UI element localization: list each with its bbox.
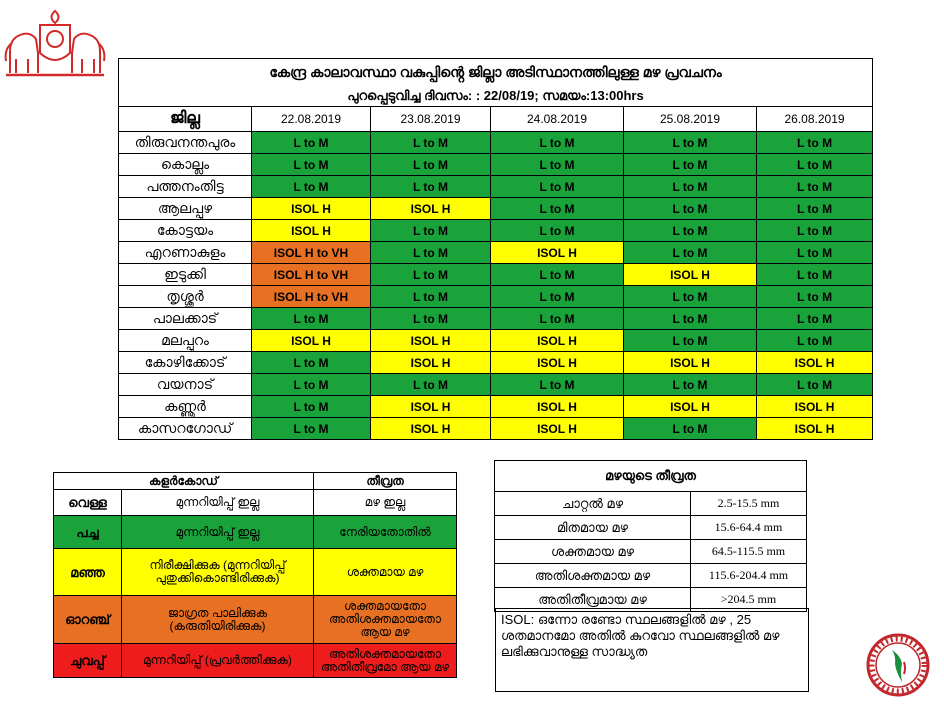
forecast-table <box>118 58 873 440</box>
forecast-title: കേന്ദ്ര കാലാവസ്ഥാ വകുപ്പിൻ്റെ ജില്ലാ അടിസ്ഥാനത്തിലുള്ള മഴ പ്രവചനം <box>119 59 873 86</box>
color-code-row <box>54 516 457 549</box>
district-row <box>119 242 873 264</box>
district-row <box>119 286 873 308</box>
forecast-cell: L to M <box>371 132 491 154</box>
forecast-cell: L to M <box>757 176 873 198</box>
district-row <box>119 220 873 242</box>
forecast-cell: ISOL H <box>371 352 491 374</box>
warning-text: മുന്നറിയിപ്പ് ഇല്ല <box>122 490 314 516</box>
forecast-cell: L to M <box>491 220 624 242</box>
forecast-cell: L to M <box>491 176 624 198</box>
forecast-cell: ISOL H <box>371 198 491 220</box>
forecast-cell: L to M <box>371 176 491 198</box>
date-column-header: 23.08.2019 <box>371 107 491 132</box>
forecast-cell: L to M <box>757 308 873 330</box>
intensity-text: മഴ ഇല്ല <box>314 490 457 516</box>
forecast-cell: L to M <box>624 154 757 176</box>
isol-note: ISOL: ഒന്നോ രണ്ടോ സ്ഥലങ്ങളിൽ മഴ , 25 ശതമാനമോ അതിൽ കുറവോ സ്ഥലങ്ങളിൽ മഴ ലഭിക്കുവാനുള്ള സാദ്ധ്യത <box>495 608 809 692</box>
intensity-text: അതിശക്തമായതോ അതിതീവ്രമോ ആയ മഴ <box>314 644 457 678</box>
district-name: മലപ്പുറം <box>119 330 252 352</box>
forecast-cell: L to M <box>757 242 873 264</box>
kerala-emblem-logo <box>2 3 108 79</box>
color-code-table <box>53 472 457 678</box>
warning-text: ജാഗ്രത പാലിക്കുക (കരുതിയിരിക്കുക) <box>122 596 314 644</box>
district-name: കോട്ടയം <box>119 220 252 242</box>
rain-intensity-title: മഴയുടെ തീവ്രത <box>495 461 807 492</box>
forecast-cell: ISOL H <box>252 220 371 242</box>
forecast-cell: L to M <box>491 198 624 220</box>
date-column-header: 22.08.2019 <box>252 107 371 132</box>
forecast-cell: L to M <box>491 264 624 286</box>
color-name: ചുവപ്പ് <box>54 644 122 678</box>
forecast-cell: L to M <box>252 418 371 440</box>
color-code-header-row <box>54 473 457 490</box>
intensity-text: നേരിയതോതിൽ <box>314 516 457 549</box>
date-column-header: 25.08.2019 <box>624 107 757 132</box>
forecast-cell: ISOL H to VH <box>252 242 371 264</box>
forecast-cell: L to M <box>491 374 624 396</box>
color-name: പച്ച <box>54 516 122 549</box>
rain-intensity-row <box>495 540 807 564</box>
rainfall-range: 115.6-204.4 mm <box>691 564 807 588</box>
forecast-cell: L to M <box>371 154 491 176</box>
forecast-cell: ISOL H <box>371 396 491 418</box>
forecast-cell: L to M <box>371 374 491 396</box>
forecast-cell: L to M <box>491 154 624 176</box>
intensity-text: ശക്തമായതോ അതിശക്തമായതോ ആയ മഴ <box>314 596 457 644</box>
forecast-cell: L to M <box>252 132 371 154</box>
forecast-cell: L to M <box>491 308 624 330</box>
forecast-cell: L to M <box>757 154 873 176</box>
district-name: കോഴിക്കോട് <box>119 352 252 374</box>
date-column-header: 26.08.2019 <box>757 107 873 132</box>
district-name: തിരുവനന്തപുരം <box>119 132 252 154</box>
warning-text: നിരീക്ഷിക്കുക (മുന്നറിയിപ്പ് പുതുക്കികൊണ്ടിരിക്കുക) <box>122 549 314 596</box>
forecast-cell: L to M <box>624 220 757 242</box>
forecast-cell: L to M <box>491 286 624 308</box>
district-row <box>119 198 873 220</box>
forecast-cell: L to M <box>624 374 757 396</box>
forecast-header-row <box>119 107 873 132</box>
forecast-cell: ISOL H <box>757 352 873 374</box>
forecast-cell: ISOL H <box>491 418 624 440</box>
district-row <box>119 132 873 154</box>
color-code-header: കളർകോഡ് <box>54 473 314 490</box>
color-name: വെള്ള <box>54 490 122 516</box>
district-row <box>119 418 873 440</box>
district-row <box>119 154 873 176</box>
color-name: ഓറഞ്ച് <box>54 596 122 644</box>
forecast-cell: L to M <box>757 374 873 396</box>
forecast-cell: L to M <box>252 176 371 198</box>
issued-time: പുറപ്പെടുവിച്ച ദിവസം: : 22/08/19; സമയം:13:00hrs <box>119 85 873 107</box>
district-name: വയനാട് <box>119 374 252 396</box>
district-row <box>119 176 873 198</box>
district-name: കാസറഗോഡ് <box>119 418 252 440</box>
color-code-row <box>54 596 457 644</box>
forecast-cell: ISOL H <box>491 396 624 418</box>
rain-category-label: മിതമായ മഴ <box>495 516 691 540</box>
forecast-cell: L to M <box>624 418 757 440</box>
warning-text: മുന്നറിയിപ്പ് (പ്രവർത്തിക്കുക) <box>122 644 314 678</box>
forecast-cell: ISOL H <box>371 418 491 440</box>
forecast-cell: L to M <box>624 176 757 198</box>
forecast-cell: ISOL H <box>491 352 624 374</box>
forecast-cell: L to M <box>757 330 873 352</box>
forecast-cell: L to M <box>757 220 873 242</box>
rainfall-range: 2.5-15.5 mm <box>691 492 807 516</box>
forecast-cell: L to M <box>757 264 873 286</box>
warning-text: മുന്നറിയിപ്പ് ഇല്ല <box>122 516 314 549</box>
rain-category-label: ശക്തമായ മഴ <box>495 540 691 564</box>
color-code-row <box>54 549 457 596</box>
forecast-cell: ISOL H to VH <box>252 286 371 308</box>
color-code-row <box>54 490 457 516</box>
forecast-cell: L to M <box>757 132 873 154</box>
rain-category-label: അതിതീവ്രമായ മഴ <box>495 588 691 612</box>
district-row <box>119 264 873 286</box>
district-column-header: ജില്ല <box>119 107 252 132</box>
forecast-cell: L to M <box>624 308 757 330</box>
district-name: പത്തനംതിട്ട <box>119 176 252 198</box>
forecast-cell: L to M <box>624 132 757 154</box>
forecast-cell: ISOL H <box>624 264 757 286</box>
forecast-cell: L to M <box>371 286 491 308</box>
forecast-cell: ISOL H <box>252 198 371 220</box>
forecast-cell: L to M <box>252 374 371 396</box>
forecast-cell: ISOL H <box>491 330 624 352</box>
color-name: മഞ്ഞ <box>54 549 122 596</box>
forecast-cell: L to M <box>371 242 491 264</box>
forecast-cell: ISOL H <box>491 242 624 264</box>
forecast-cell: L to M <box>491 132 624 154</box>
rainfall-range: >204.5 mm <box>691 588 807 612</box>
forecast-cell: L to M <box>371 308 491 330</box>
district-row <box>119 308 873 330</box>
forecast-cell: L to M <box>252 396 371 418</box>
intensity-text: ശക്തമായ മഴ <box>314 549 457 596</box>
forecast-cell: L to M <box>371 220 491 242</box>
forecast-cell: ISOL H <box>371 330 491 352</box>
forecast-cell: ISOL H <box>624 396 757 418</box>
date-column-header: 24.08.2019 <box>491 107 624 132</box>
district-row <box>119 330 873 352</box>
forecast-cell: ISOL H <box>757 396 873 418</box>
forecast-cell: L to M <box>757 198 873 220</box>
forecast-cell: L to M <box>252 154 371 176</box>
rain-category-label: അതിശക്തമായ മഴ <box>495 564 691 588</box>
disaster-management-logo <box>866 632 930 698</box>
district-row <box>119 374 873 396</box>
district-name: പാലക്കാട് <box>119 308 252 330</box>
district-name: ആലപ്പുഴ <box>119 198 252 220</box>
rain-intensity-table <box>494 460 807 612</box>
district-name: കണ്ണൂർ <box>119 396 252 418</box>
district-row <box>119 352 873 374</box>
forecast-cell: ISOL H <box>252 330 371 352</box>
district-name: എറണാകുളം <box>119 242 252 264</box>
forecast-cell: L to M <box>371 264 491 286</box>
forecast-cell: ISOL H to VH <box>252 264 371 286</box>
color-code-row <box>54 644 457 678</box>
district-row <box>119 396 873 418</box>
forecast-cell: L to M <box>252 308 371 330</box>
forecast-cell: L to M <box>624 198 757 220</box>
district-name: കൊല്ലം <box>119 154 252 176</box>
rainfall-range: 64.5-115.5 mm <box>691 540 807 564</box>
forecast-cell: L to M <box>624 330 757 352</box>
forecast-cell: L to M <box>757 286 873 308</box>
district-name: ഇടുക്കി <box>119 264 252 286</box>
rainfall-range: 15.6-64.4 mm <box>691 516 807 540</box>
district-name: തൃശ്ശൂർ <box>119 286 252 308</box>
forecast-cell: ISOL H <box>757 418 873 440</box>
rain-intensity-row <box>495 564 807 588</box>
forecast-cell: L to M <box>252 352 371 374</box>
forecast-cell: L to M <box>624 242 757 264</box>
forecast-cell: L to M <box>624 286 757 308</box>
forecast-cell: ISOL H <box>624 352 757 374</box>
rain-intensity-row <box>495 516 807 540</box>
rain-intensity-row <box>495 492 807 516</box>
rain-category-label: ചാറ്റൽ മഴ <box>495 492 691 516</box>
intensity-header: തീവ്രത <box>314 473 457 490</box>
